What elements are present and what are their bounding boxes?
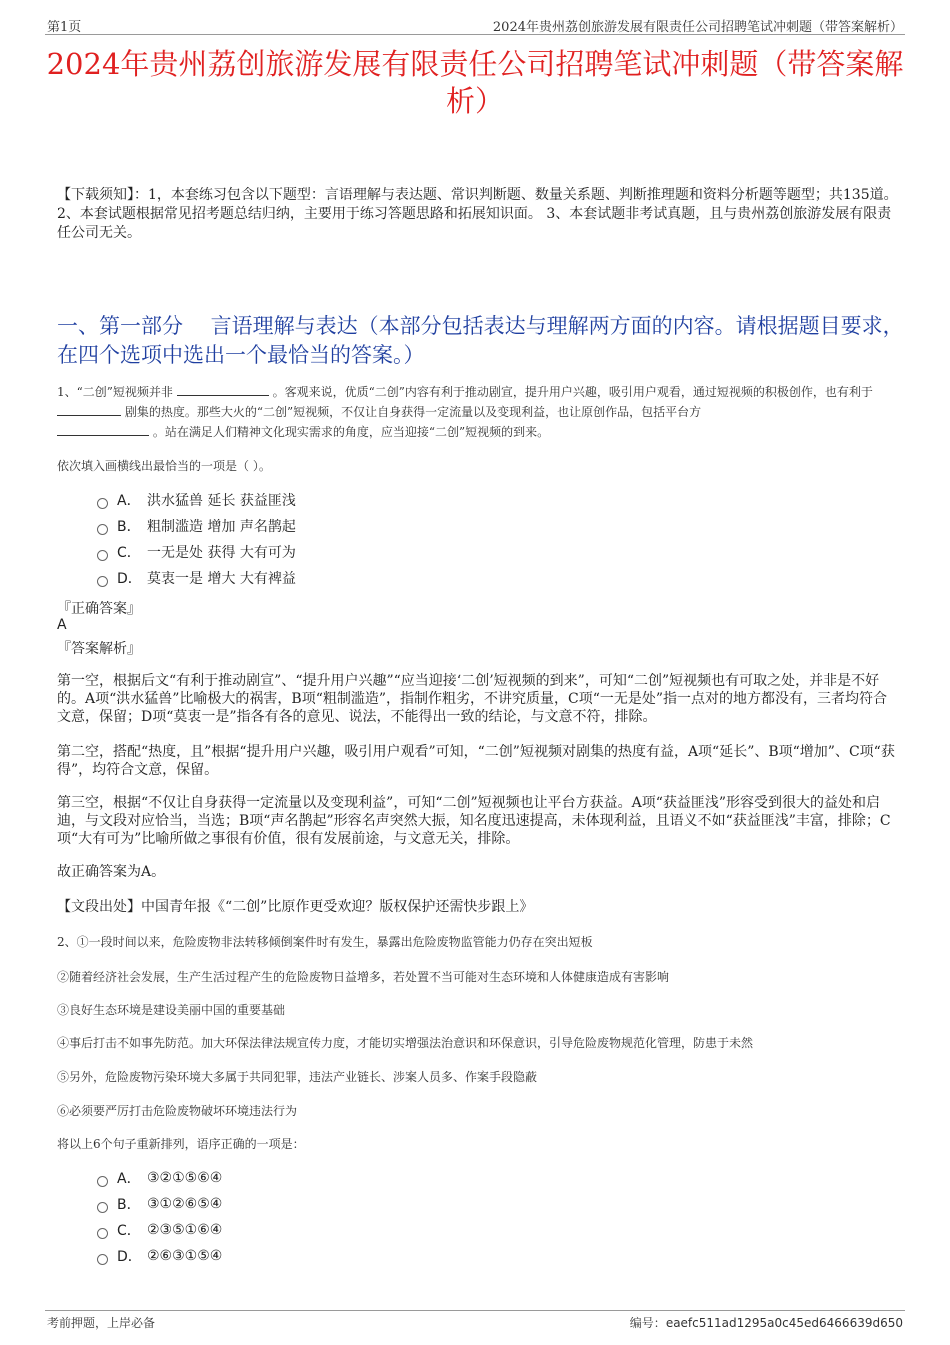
analysis-paragraph-2: 第二空，搭配“热度，且”根据“提升用户兴趣，吸引用户观看”可知，“二创”短视频对剧集的热度有益，A项“延长”、B项“增加”、C项“获得”，均符合文意，保留。 bbox=[57, 744, 895, 778]
radio-icon[interactable] bbox=[97, 498, 108, 509]
document-title: 2024年贵州荔创旅游发展有限责任公司招聘笔试冲刺题（带答案解析） bbox=[46, 47, 904, 118]
q1-option-a[interactable]: A． 洪水猛兽 延长 获益匪浅 bbox=[97, 487, 296, 513]
q2-sentence-2: ②随着经济社会发展，生产生活过程产生的危险废物日益增多，若处置不当可能对生态环境和人体健康造成有害影响 bbox=[57, 970, 670, 984]
radio-icon[interactable] bbox=[97, 1202, 108, 1213]
q1-text-part4: 。站在满足人们精神文化现实需求的角度，应当迎接“二创”短视频的到来。 bbox=[152, 425, 550, 439]
download-notice: 【下载须知】：1，本套练习包含以下题型：言语理解与表达题、常识判断题、数量关系题、判断推理题和资料分析题等题型；共135道。 2、本套试题根据常见招考题总结归纳，主要用于练习答题思路和拓展知识面。 3、本套试题非考试真题，且与贵州荔创旅游发展有限责任公司无关。 bbox=[57, 187, 898, 241]
q2-sentence-3: ③良好生态环境是建设美丽中国的重要基础 bbox=[57, 1003, 286, 1017]
radio-icon[interactable] bbox=[97, 524, 108, 535]
q1-options bbox=[97, 487, 296, 591]
analysis-conclusion: 故正确答案为A。 bbox=[57, 864, 166, 880]
blank-3 bbox=[57, 423, 149, 436]
analysis-paragraph-3: 第三空，根据“不仅让自身获得一定流量以及变现利益”，可知“二创”短视频也让平台方获益。A项“获益匪浅”形容受到很大的益处和启迪，与文段对应恰当，当选；B项“声名鹊起”形容名声突然大振，知名度迅速提高，未体现利益，且语义不如“获益匪浅”丰富，排除；C项“大有可为”比喻所做之事很有价值，很有发展前途，与文意无关，排除。 bbox=[57, 795, 891, 847]
q1-option-b[interactable]: B． 粗制滥造 增加 声名鹊起 bbox=[97, 513, 296, 539]
footer-divider bbox=[45, 1310, 905, 1311]
q2-option-a[interactable]: A． ③②①⑤⑥④ bbox=[97, 1165, 222, 1191]
radio-icon[interactable] bbox=[97, 1228, 108, 1239]
q1-prompt: 依次填入画横线出最恰当的一项是（ ）。 bbox=[57, 459, 271, 473]
page-number: 第1页 bbox=[47, 20, 82, 35]
radio-icon[interactable] bbox=[97, 1176, 108, 1187]
source-note: 【文段出处】中国青年报《“二创”比原作更受欢迎？版权保护还需快步跟上》 bbox=[57, 899, 534, 915]
q1-text-part1: 1、“二创”短视频并非 bbox=[57, 385, 173, 399]
analysis-paragraph-1: 第一空，根据后文“有利于推动剧宣”、“提升用户兴趣”“应当迎接‘二创’短视频的到来”，可知“二创”短视频也有可取之处，并非是不好的。A项“洪水猛兽”比喻极大的祸害，B项“粗制滥造”，指制作粗劣，不讲究质量，C项“一无是处”指一点对的地方都没有，三者均符合文意，保留；D项“莫衷一是”指各有各的意见、说法，不能得出一致的结论，与文意不符，排除。 bbox=[57, 673, 888, 725]
footer-code bbox=[630, 1314, 903, 1331]
footer-code-label: 编号： bbox=[629, 1316, 666, 1330]
radio-icon[interactable] bbox=[97, 1254, 108, 1265]
q2-options bbox=[97, 1165, 222, 1269]
q1-option-c[interactable]: C． 一无是处 获得 大有可为 bbox=[97, 539, 296, 565]
question-1-text bbox=[57, 382, 905, 442]
radio-icon[interactable] bbox=[97, 550, 108, 561]
q2-sentence-5: ⑤另外，危险废物污染环境大多属于共同犯罪，违法产业链长、涉案人员多、作案手段隐蔽 bbox=[57, 1070, 538, 1084]
page-header bbox=[45, 14, 905, 35]
q2-sentence-4: ④事后打击不如事先防范。加大环保法律法规宣传力度，才能切实增强法治意识和环保意识，引导危险废物规范化管理，防患于未然 bbox=[57, 1036, 754, 1050]
radio-icon[interactable] bbox=[97, 576, 108, 587]
blank-2 bbox=[57, 403, 121, 416]
q2-option-c[interactable]: C． ②③⑤①⑥④ bbox=[97, 1217, 222, 1243]
q1-option-d[interactable]: D． 莫衷一是 增大 大有裨益 bbox=[97, 565, 296, 591]
footer-code-value: eaefc511ad1295a0c45ed6466639d650 bbox=[665, 1316, 903, 1330]
section-title: 一、第一部分 言语理解与表达（本部分包括表达与理解两方面的内容。请根据题目要求，在四个选项中选出一个最恰当的答案。） bbox=[57, 314, 904, 367]
blank-1 bbox=[177, 383, 269, 396]
q2-sentence-6: ⑥必须要严厉打击危险废物破坏环境违法行为 bbox=[57, 1104, 298, 1118]
analysis-label: 『答案解析』 bbox=[57, 641, 141, 657]
q2-option-b[interactable]: B． ③①②⑥⑤④ bbox=[97, 1191, 222, 1217]
q1-text-part3: 剧集的热度。那些大火的“二创”短视频，不仅让自身获得一定流量以及变现利益，也让原创作品，包括平台方 bbox=[124, 405, 702, 419]
q2-prompt: 将以上6个句子重新排列，语序正确的一项是： bbox=[57, 1137, 305, 1151]
header-doc-title: 2024年贵州荔创旅游发展有限责任公司招聘笔试冲刺题（带答案解析） bbox=[492, 20, 903, 35]
footer-slogan: 考前押题，上岸必备 bbox=[47, 1316, 156, 1330]
answer-value: A bbox=[57, 617, 67, 633]
q1-text-part2: 。客观来说，优质“二创”内容有利于推动剧宣，提升用户兴趣，吸引用户观看，通过短视频的积极创作，也有利于 bbox=[272, 385, 873, 399]
q2-sentence-1: 2、①一段时间以来，危险废物非法转移倾倒案件时有发生，暴露出危险废物监管能力仍存在突出短板 bbox=[57, 935, 593, 949]
answer-label: 『正确答案』 bbox=[57, 601, 141, 617]
q2-option-d[interactable]: D． ②⑥③①⑤④ bbox=[97, 1243, 222, 1269]
